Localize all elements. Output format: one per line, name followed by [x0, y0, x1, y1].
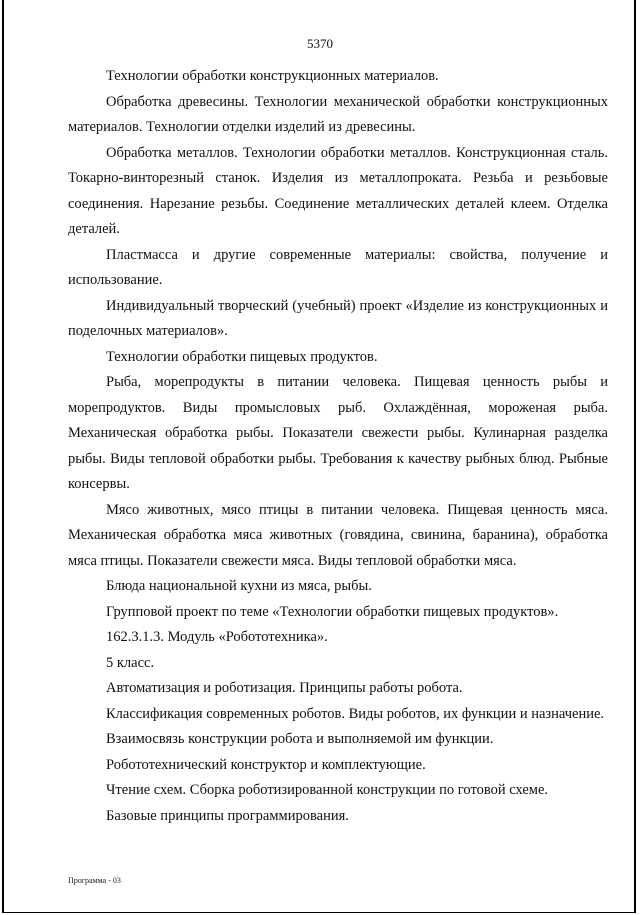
- paragraph: Обработка металлов. Технологии обработки металлов. Конструкционная сталь. Токарно-винторезный станок. Изделия из металлопроката. Резьба и резьбовые соединения. Нарезание резьбы. Соединение металлических деталей клеем. Отделка деталей.: [68, 144, 608, 237]
- page-number: 5370: [307, 36, 333, 51]
- paragraph: Мясо животных, мясо птицы в питании человека. Пищевая ценность мяса. Механическая обработка мяса животных (говядина, свинина, баранина), обработка мяса птицы. Показатели свежести мяса. Виды тепловой обработки мяса.: [68, 501, 608, 569]
- document-body: [68, 64, 608, 829]
- paragraph: Робототехнический конструктор и комплектующие.: [106, 756, 426, 773]
- section-heading: 162.3.1.3. Модуль «Робототехника».: [106, 629, 328, 645]
- paragraph: Блюда национальной кухни из мяса, рыбы.: [106, 578, 372, 594]
- paragraph: Пластмасса и другие современные материалы: свойства, получение и использование.: [68, 246, 608, 288]
- paragraph: Технологии обработки конструкционных материалов.: [106, 68, 439, 84]
- paragraph: Автоматизация и роботизация. Принципы работы робота.: [106, 680, 463, 696]
- paragraph: Технологии обработки пищевых продуктов.: [106, 348, 378, 365]
- paragraph: Групповой проект по теме «Технологии обработки пищевых продуктов».: [106, 603, 559, 620]
- paragraph: Базовые принципы программирования.: [106, 807, 349, 824]
- paragraph: Чтение схем. Сборка роботизированной конструкции по готовой схеме.: [106, 782, 549, 798]
- footer-label: Программа - 03: [68, 876, 121, 885]
- paragraph: Классификация современных роботов. Виды роботов, их функции и назначение.: [106, 705, 605, 722]
- paragraph: Обработка древесины. Технологии механической обработки конструкционных материалов. Технологии отделки изделий из древесины.: [68, 93, 608, 135]
- grade-heading: 5 класс.: [106, 654, 155, 671]
- paragraph: Рыба, морепродукты в питании человека. Пищевая ценность рыбы и морепродуктов. Виды промысловых рыб. Охлаждённая, мороженая рыба. Механическая обработка рыбы. Показатели свежести рыбы. Кулинарная разделка рыбы. Виды тепловой обработки рыбы. Требования к качеству рыбных блюд. Рыбные консервы.: [68, 374, 608, 492]
- paragraph: Индивидуальный творческий (учебный) проект «Изделие из конструкционных и поделочных материалов».: [68, 297, 608, 339]
- paragraph: Взаимосвязь конструкции робота и выполняемой им функции.: [106, 731, 494, 747]
